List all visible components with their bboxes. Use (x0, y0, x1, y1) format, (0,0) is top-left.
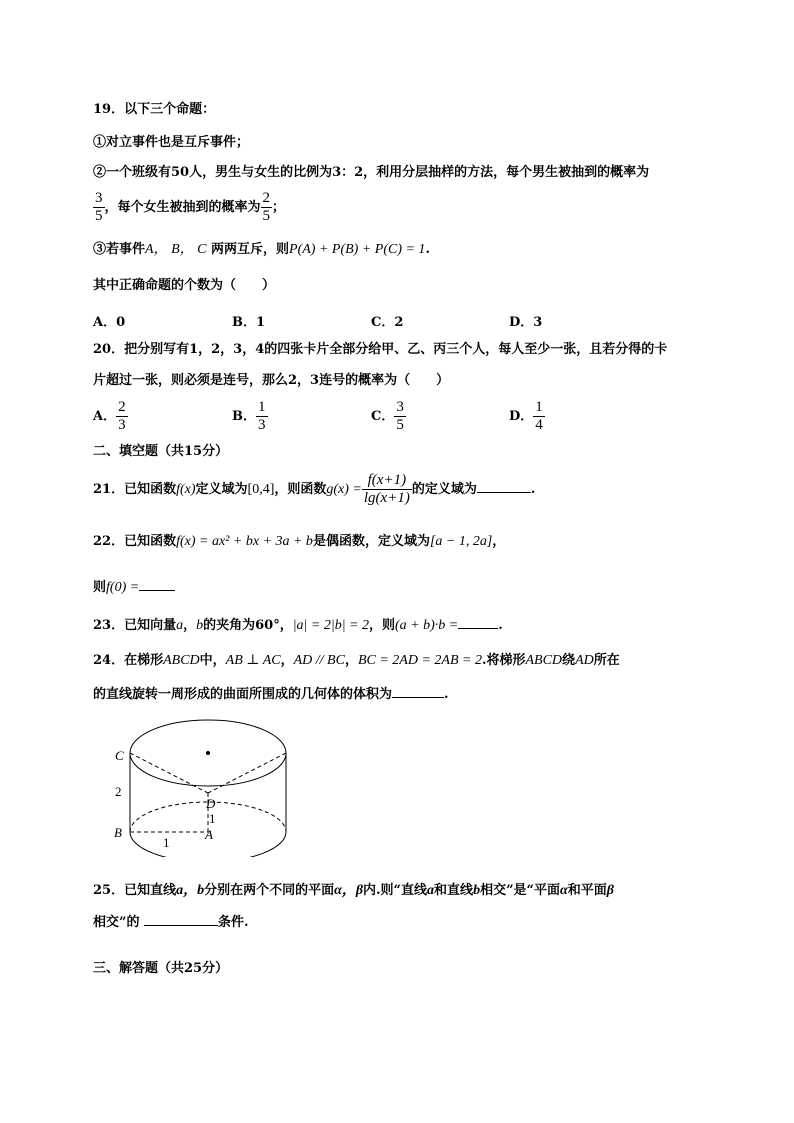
q19-option-a[interactable]: A．0 (93, 315, 126, 330)
q20-option-a[interactable]: A． $\frac{2}{3}$ (93, 399, 126, 433)
q20-line2: 片超过一张，则必须是连号，那么2，3连号的概率为（ ） (93, 373, 450, 388)
label-a: A (205, 827, 213, 842)
q19-option-c[interactable]: C．2 (371, 315, 404, 330)
q19-stem: 19．以下三个命题： (93, 102, 216, 117)
q23-answer-blank[interactable] (458, 616, 498, 629)
q20-option-d[interactable]: D． $\frac{1}{4}$ (509, 399, 543, 433)
q21: 21．已知函数f(x)定义域为[0,4]，则函数g(x) = $\frac{f(x+1)}{\lg(x+1)}$ 的定义域为 . (93, 472, 536, 506)
q22-line1: 22．已知函数f(x) = ax² + bx + 3a + b是偶函数，定义域为[a − 1, 2a]， (93, 534, 506, 549)
q21-fraction: $\frac{f(x+1)}{\lg(x+1)}$ (363, 472, 410, 506)
q19-proposition-2-line1: ②一个班级有50人，男生与女生的比例为3：2，利用分层抽样的方法，每个男生被抽到的概率为 (93, 165, 650, 180)
q25-answer-blank[interactable] (144, 913, 218, 926)
cone-line-left (130, 753, 208, 793)
q20-option-c[interactable]: C． $\frac{3}{5}$ (371, 399, 404, 433)
label-1-vertical: 1 (209, 811, 216, 826)
q24-cylinder-figure (105, 712, 305, 857)
section-3-heading: 三、解答题（共25分） (93, 961, 229, 976)
q19-proposition-3: ③若事件A， B， C 两两互斥，则P(A) + P(B) + P(C) = 1. (93, 242, 430, 257)
q19-option-d[interactable]: D．3 (509, 315, 543, 330)
q20-option-b[interactable]: B． $\frac{1}{3}$ (232, 399, 266, 433)
q21-answer-blank[interactable] (477, 480, 531, 493)
q24-answer-blank[interactable] (392, 685, 444, 698)
q19-option-b[interactable]: B．1 (232, 315, 266, 330)
q22-answer-blank[interactable] (139, 578, 175, 591)
q22-line2: 则f(0) = (93, 578, 175, 597)
cone-line-right (208, 753, 286, 793)
q19-proposition-1: ①对立事件也是互斥事件； (93, 135, 250, 150)
label-c: C (115, 748, 124, 763)
label-2: 2 (115, 784, 122, 799)
fraction-2-5: $\frac{2}{5}$ (262, 190, 271, 224)
label-b: B (114, 825, 122, 840)
q19-proposition-2-line2: $\frac{3}{5}$ ，每个女生被抽到的概率为 $\frac{2}{5}$ ； (95, 190, 286, 224)
q25-line2: 相交”的 条件. (93, 915, 249, 930)
label-d: D (206, 796, 216, 811)
label-1-horizontal: 1 (163, 835, 170, 850)
section-2-heading: 二、填空题（共15分） (93, 444, 229, 459)
q24-line1: 24．在梯形ABCD中，AB ⊥ AC，AD // BC，BC = 2AD = 2AB = 2.将梯形ABCD绕AD所在 (93, 653, 620, 668)
q25-line1: 25．已知直线a，b分别在两个不同的平面α，β内.则“直线a和直线b相交”是“平面α和平面β (93, 883, 614, 898)
q23: 23．已知向量a，b的夹角为60°，|a| = 2|b| = 2，则(a + b)·b = . (93, 618, 503, 633)
fraction-3-5: $\frac{3}{5}$ (95, 190, 103, 224)
top-center-dot (206, 751, 210, 755)
q24-line2: 的直线旋转一周形成的曲面所围成的几何体的体积为 . (93, 687, 449, 702)
q19-question: 其中正确命题的个数为（ ） (93, 278, 276, 293)
q20-line1: 20．把分别写有1，2，3，4的四张卡片全部分给甲、乙、丙三个人，每人至少一张，且若分得的卡 (93, 342, 668, 357)
